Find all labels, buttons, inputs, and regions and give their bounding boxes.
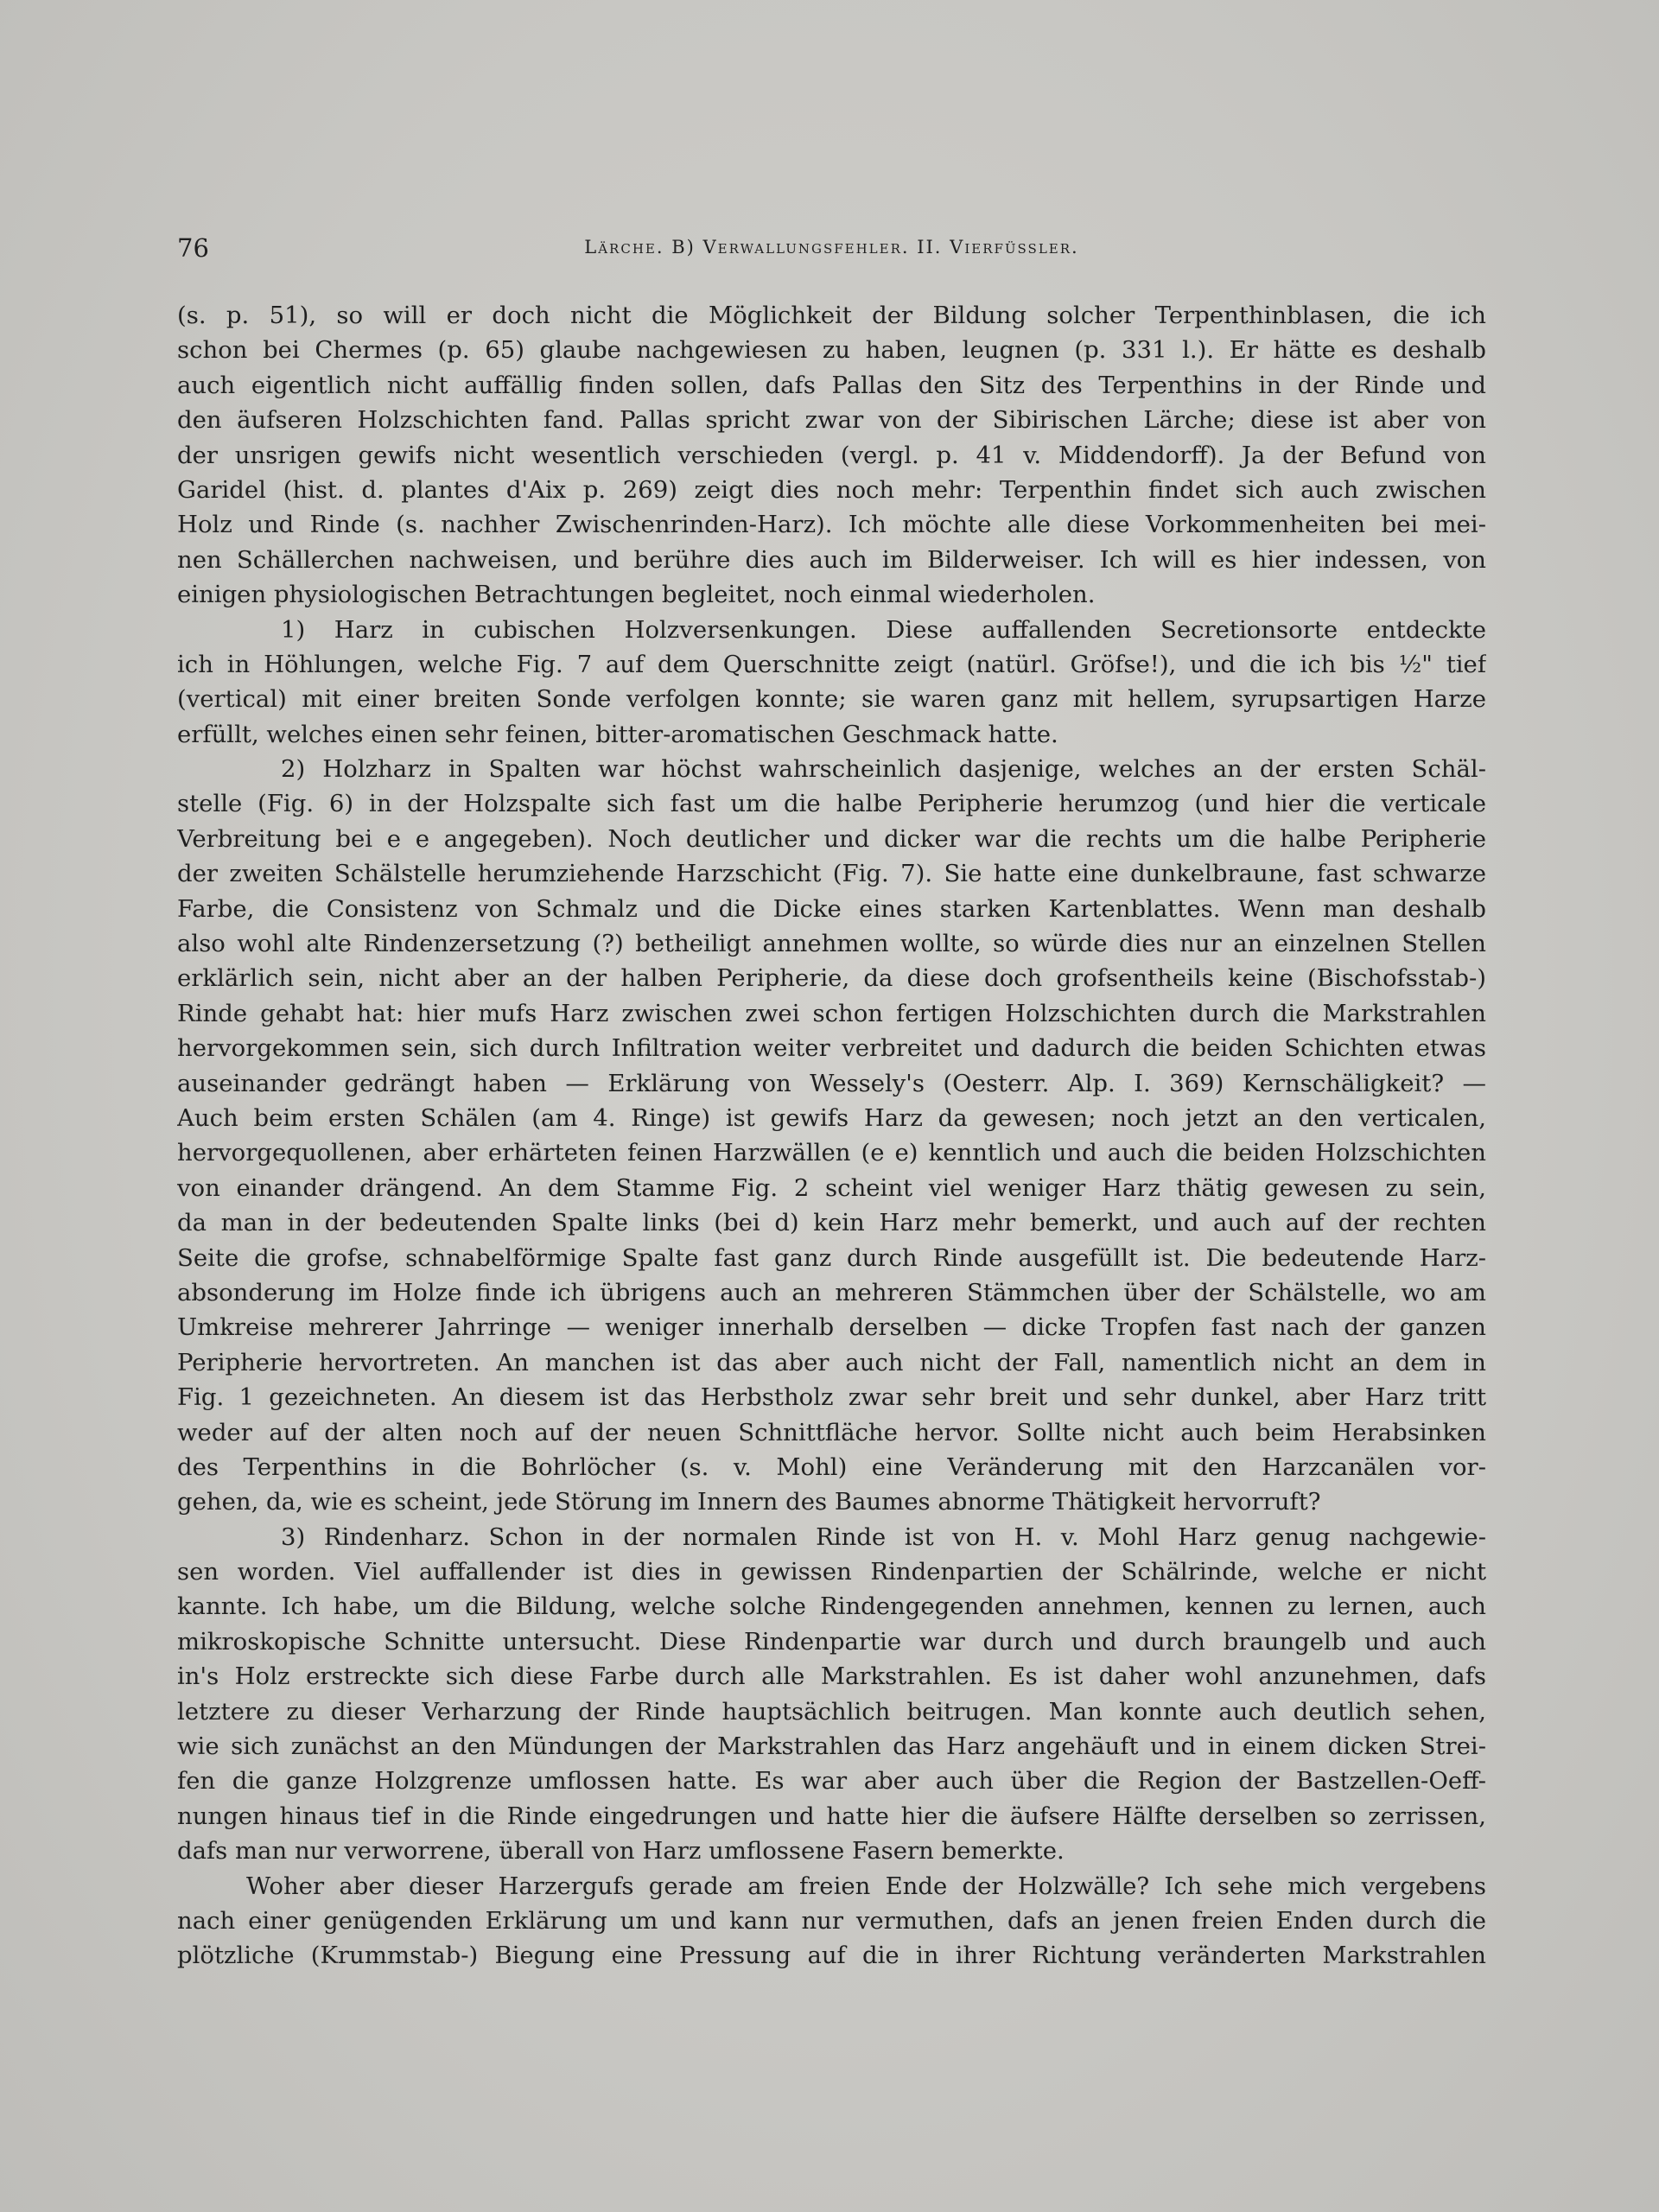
text-line: mikroskopische Schnitte untersucht. Diese Rindenpartie war durch und durch braungelb und auch <box>177 1627 1486 1656</box>
text-line: in's Holz erstreckte sich diese Farbe durch alle Markstrahlen. Es ist daher wohl anzunehmen, dafs <box>177 1662 1486 1691</box>
text-line: Fig. 1 gezeichneten. An diesem ist das Herbstholz zwar sehr breit und sehr dunkel, aber Harz tritt <box>177 1383 1486 1412</box>
text-line: absonderung im Holze finde ich übrigens auch an mehreren Stämmchen über der Schälstelle, wo am <box>177 1278 1486 1306</box>
text-line: wie sich zunächst an den Mündungen der Markstrahlen das Harz angehäuft und in einem dicken Strei- <box>177 1732 1486 1761</box>
text-line: Auch beim ersten Schälen (am 4. Ringe) ist gewifs Harz da gewesen; noch jetzt an den verticalen, <box>177 1103 1486 1132</box>
text-line: schon bei Chermes (p. 65) glaube nachgewiesen zu haben, leugnen (p. 331 l.). Er hätte es deshalb <box>177 336 1486 365</box>
text-line: (s. p. 51), so will er doch nicht die Möglichkeit der Bildung solcher Terpenthinblasen, die ich <box>177 302 1486 329</box>
text-line: gehen, da, wie es scheint, jede Störung im Innern des Baumes abnorme Thätigkeit hervorruft? <box>177 1488 1321 1516</box>
page-number: 76 <box>177 233 209 263</box>
page-header <box>177 233 1486 268</box>
text-line: erfüllt, welches einen sehr feinen, bitter-aromatischen Geschmack hatte. <box>177 720 1058 748</box>
text-line: der zweiten Schälstelle herumziehende Harzschicht (Fig. 7). Sie hatte eine dunkelbraune, fast schwarze <box>177 860 1486 888</box>
body-text <box>177 298 1486 1974</box>
text-line: nach einer genügenden Erklärung um und kann nur vermuthen, dafs an jenen freien Enden durch die <box>177 1906 1486 1935</box>
text-line: Peripherie hervortreten. An manchen ist das aber auch nicht der Fall, namentlich nicht an dem in <box>177 1348 1486 1376</box>
text-line: erklärlich sein, nicht aber an der halben Peripherie, da diese doch grofsentheils keine (Bischofsstab-) <box>177 964 1486 993</box>
text-line: den äufseren Holzschichten fand. Pallas spricht zwar von der Sibirischen Lärche; diese ist aber von <box>177 406 1486 435</box>
text-line: weder auf der alten noch auf der neuen Schnittfläche hervor. Sollte nicht auch beim Herabsinken <box>177 1418 1486 1446</box>
text-line: sen worden. Viel auffallender ist dies in gewissen Rindenpartien der Schälrinde, welche er nicht <box>177 1558 1486 1586</box>
text-line: nungen hinaus tief in die Rinde eingedrungen und hatte hier die äufsere Hälfte derselben so zerrissen, <box>177 1802 1486 1830</box>
text-line: kannte. Ich habe, um die Bildung, welche solche Rindengegenden annehmen, kennen zu lernen, auch <box>177 1592 1486 1621</box>
text-line: (vertical) mit einer breiten Sonde verfolgen konnte; sie waren ganz mit hellem, syrupsartigen Harze <box>177 685 1486 714</box>
text-line: nen Schällerchen nachweisen, und berühre dies auch im Bilderweiser. Ich will es hier indessen, von <box>177 545 1486 574</box>
text-line: fen die ganze Holzgrenze umflossen hatte. Es war aber auch über die Region der Bastzellen-Oeff- <box>177 1767 1486 1796</box>
text-line: letztere zu dieser Verharzung der Rinde hauptsächlich beitrugen. Man konnte auch deutlich sehen, <box>177 1697 1486 1726</box>
text-line: Rinde gehabt hat: hier mufs Harz zwischen zwei schon fertigen Holzschichten durch die Markstrahlen <box>177 999 1486 1027</box>
text-line: dafs man nur verworrene, überall von Harz umflossene Fasern bemerkte. <box>177 1837 1065 1866</box>
text-line: der unsrigen gewifs nicht wesentlich verschieden (vergl. p. 41 v. Middendorff). Ja der Befund von <box>177 441 1486 469</box>
text-line: des Terpenthins in die Bohrlöcher (s. v. Mohl) eine Veränderung mit den Harzcanälen vor- <box>177 1452 1486 1481</box>
text-line: da man in der bedeutenden Spalte links (bei d) kein Harz mehr bemerkt, und auch auf der rechten <box>177 1209 1486 1237</box>
text-line: Umkreise mehrerer Jahrringe — weniger innerhalb derselben — dicke Tropfen fast nach der ganzen <box>177 1313 1486 1342</box>
text-line: Seite die grofse, schnabelförmige Spalte fast ganz durch Rinde ausgefüllt ist. Die bedeutende Harz- <box>177 1243 1486 1272</box>
text-line: einigen physiologischen Betrachtungen begleitet, noch einmal wiederholen. <box>177 581 1096 609</box>
text-line: also wohl alte Rindenzersetzung (?) betheiligt annehmen wollte, so würde dies nur an einzelnen Stellen <box>177 930 1486 958</box>
text-line: von einander drängend. An dem Stamme Fig. 2 scheint viel weniger Harz thätig gewesen zu sein, <box>177 1173 1486 1202</box>
running-head: Lärche. B) Verwallungsfehler. II. Vierfüssler. <box>584 237 1079 257</box>
text-line: Garidel (hist. d. plantes d'Aix p. 269) zeigt dies noch mehr: Terpenthin findet sich auch zwischen <box>177 475 1486 504</box>
text-line: 1) Harz in cubischen Holzversenkungen. Diese auffallenden Secretionsorte entdeckte <box>281 615 1486 644</box>
text-line: 2) Holzharz in Spalten war höchst wahrscheinlich dasjenige, welches an der ersten Schäl- <box>281 755 1486 784</box>
text-line: Woher aber dieser Harzergufs gerade am freien Ende der Holzwälle? Ich sehe mich vergebens <box>246 1872 1486 1900</box>
text-line: stelle (Fig. 6) in der Holzspalte sich fast um die halbe Peripherie herumzog (und hier die verticale <box>177 790 1486 818</box>
text-line: Verbreitung bei e e angegeben). Noch deutlicher und dicker war die rechts um die halbe Peripherie <box>177 824 1486 853</box>
text-line: ich in Höhlungen, welche Fig. 7 auf dem Querschnitte zeigt (natürl. Gröfse!), und die ich bis ½" tief <box>177 650 1486 678</box>
text-line: plötzliche (Krummstab-) Biegung eine Pressung auf die in ihrer Richtung veränderten Markstrahlen <box>177 1942 1486 1970</box>
text-line: hervorgekommen sein, sich durch Infiltration weiter verbreitet und dadurch die beiden Schichten etwas <box>177 1034 1486 1063</box>
text-line: Farbe, die Consistenz von Schmalz und die Dicke eines starken Kartenblattes. Wenn man deshalb <box>177 894 1486 923</box>
text-line: auch eigentlich nicht auffällig finden sollen, dafs Pallas den Sitz des Terpenthins in der Rinde und <box>177 371 1486 399</box>
text-line: hervorgequollenen, aber erhärteten feinen Harzwällen (e e) kenntlich und auch die beiden Holzschichten <box>177 1139 1486 1167</box>
text-line: Holz und Rinde (s. nachher Zwischenrinden-Harz). Ich möchte alle diese Vorkommenheiten bei mei- <box>177 511 1486 539</box>
text-line: auseinander gedrängt haben — Erklärung von Wessely's (Oesterr. Alp. I. 369) Kernschäligkeit? — <box>177 1069 1486 1097</box>
text-line: 3) Rindenharz. Schon in der normalen Rinde ist von H. v. Mohl Harz genug nachgewie- <box>281 1522 1486 1551</box>
